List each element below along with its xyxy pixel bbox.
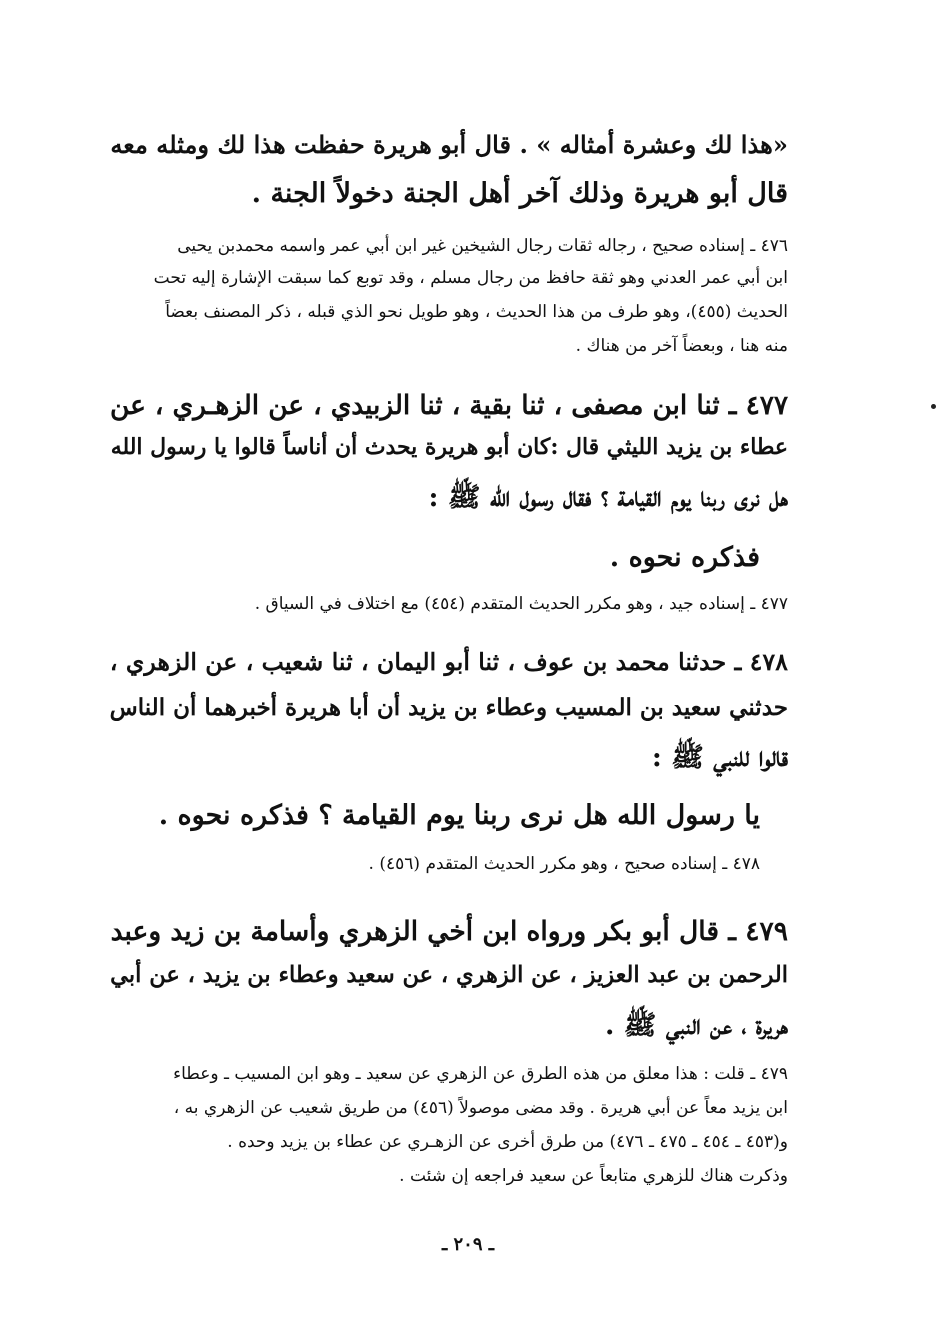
page-number: ـ ٢٠٩ ـ [441, 1234, 495, 1255]
hadith-line: هريرة ، عن النبي ﷺ . [605, 1010, 788, 1041]
footnote-line: ٤٧٦ ـ إسناده صحيح ، رجاله ثقات رجال الشيخين غير ابن أبي عمر واسمه محمدبن يحيى [177, 236, 788, 256]
hadith-line: قالوا للنبي ﷺ : [651, 742, 788, 773]
footnote-line: و(٤٥٣ ـ ٤٥٤ ـ ٤٧٥ ـ ٤٧٦) من طرق أخرى عن الزهـري عن عطاء بن يزيد وحده . [227, 1132, 788, 1152]
hadith-line: حدثني سعيد بن المسيب وعطاء بن يزيد أن أبا هريرة أخبرهما أن الناس [109, 694, 788, 721]
footnote-line: ابن يزيد معاً عن أبي هريرة . وقد مضى موصولاً (٤٥٦) من طريق شعيب عن الزهري به ، [173, 1098, 788, 1118]
footnote-line: منه هنا ، وبعضاً آخر من هناك . [575, 336, 788, 356]
hadith-line: فذكره نحوه . [609, 542, 760, 573]
hadith-line: ٤٧٧ ـ ثنا ابن مصفى ، ثنا بقية ، ثنا الزبيدي ، عن الزهـري ، عن [110, 390, 788, 421]
footnote-line: ٤٧٧ ـ إسناده جيد ، وهو مكرر الحديث المتقدم (٤٥٤) مع اختلاف في السياق . [254, 594, 788, 614]
footnote-line: ٤٧٨ ـ إسناده صحيح ، وهو مكرر الحديث المتقدم (٤٥٦) . [368, 854, 760, 874]
hadith-line: ٤٧٨ ـ حدثنا محمد بن عوف ، ثنا أبو اليمان ، ثنا شعيب ، عن الزهري ، [109, 648, 788, 676]
hadith-line: عطاء بن يزيد الليثي قال :كان أبو هريرة يحدث أن أناساً قالوا يا رسول الله [110, 434, 788, 460]
hadith-line: يا رسول الله هل نرى ربنا يوم القيامة ؟ فذكره نحوه . [158, 800, 760, 831]
footnote-line: ابن أبي عمر العدني وهو ثقة حافظ من رجال مسلم ، وقد توبع كما سبقت الإشارة إليه تحت [153, 268, 788, 288]
footnote-line: الحديث (٤٥٥)، وهو طرف من هذا الحديث ، وهو طويل نحو الذي قبله ، ذكر المصنف بعضاً [165, 302, 788, 322]
footnote-line: ٤٧٩ ـ قلت : هذا معلق من هذه الطرق عن الزهري عن سعيد ـ وهو ابن المسيب ـ وعطاء [173, 1064, 788, 1084]
margin-mark [931, 404, 936, 409]
hadith-line: هل نرى ربنا يوم القيامة ؟ فقال رسول الله ﷺ : [428, 482, 788, 513]
hadith-line: ٤٧٩ ـ قال أبو بكر ورواه ابن أخي الزهري وأسامة بن زيد وعبد [110, 916, 788, 947]
hadith-line: الرحمن بن عبد العزيز ، عن الزهري ، عن سعيد وعطاء بن يزيد ، عن أبي [110, 962, 788, 988]
text-line: قال أبو هريرة وذلك آخر أهل الجنة دخولاً الجنة . [251, 178, 788, 209]
footnote-line: وذكرت هناك للزهري متابعاً عن سعيد فراجعه إن شئت . [399, 1166, 788, 1186]
text-line: «هذا لك وعشرة أمثاله » . قال أبو هريرة حفظت هذا لك ومثله معه [110, 130, 788, 159]
